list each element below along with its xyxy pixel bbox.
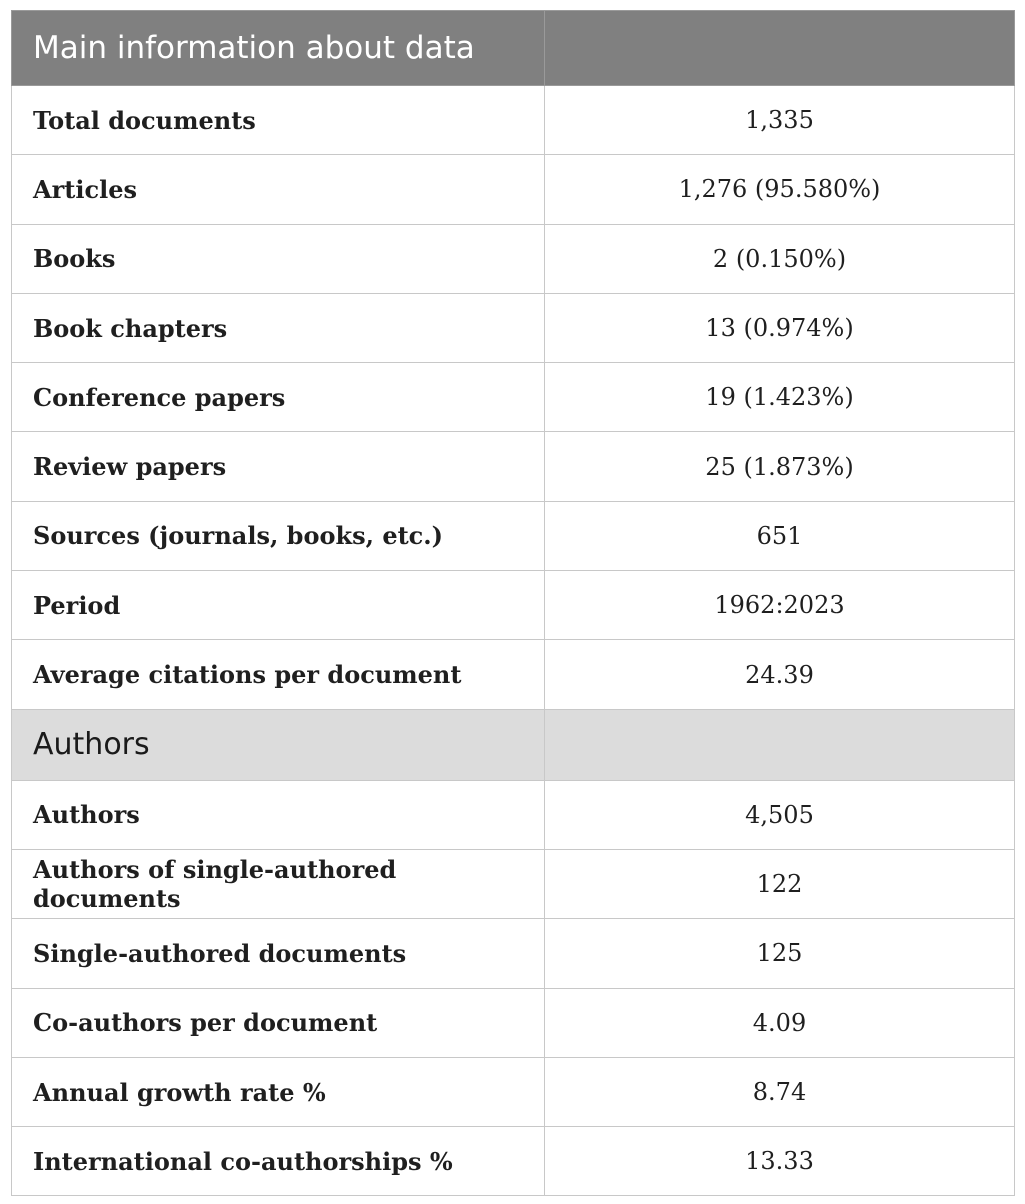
row-label: Review papers [12,432,545,501]
row-value: 13.33 [545,1127,1015,1196]
table-header-title: Main information about data [12,11,545,86]
row-value: 1,276 (95.580%) [545,155,1015,224]
row-value: 25 (1.873%) [545,432,1015,501]
table-row [12,363,1015,432]
table-row [12,571,1015,640]
table-row [12,86,1015,155]
row-value: 4,505 [545,780,1015,849]
row-value: 13 (0.974%) [545,293,1015,362]
row-value: 19 (1.423%) [545,363,1015,432]
row-value: 24.39 [545,640,1015,709]
table-row [12,432,1015,501]
table-row [12,224,1015,293]
row-label: Book chapters [12,293,545,362]
table-header-row [12,11,1015,86]
row-value: 1,335 [545,86,1015,155]
section-title: Authors [12,709,545,780]
row-value: 4.09 [545,988,1015,1057]
section-header-row [12,709,1015,780]
row-label: Authors [12,780,545,849]
row-label: Total documents [12,86,545,155]
table-row [12,293,1015,362]
row-value: 122 [545,849,1015,918]
table-row [12,988,1015,1057]
table-row [12,640,1015,709]
row-label: Average citations per document [12,640,545,709]
row-value: 651 [545,501,1015,570]
table-row [12,919,1015,988]
table-row [12,501,1015,570]
section-value [545,709,1015,780]
row-label: International co-authorships % [12,1127,545,1196]
row-label: Authors of single-authored documents [12,849,545,918]
row-value: 8.74 [545,1057,1015,1126]
table-row [12,1057,1015,1126]
row-value: 1962:2023 [545,571,1015,640]
row-label: Conference papers [12,363,545,432]
table-row [12,780,1015,849]
row-value: 125 [545,919,1015,988]
row-label: Annual growth rate % [12,1057,545,1126]
table-header-value [545,11,1015,86]
row-label: Single-authored documents [12,919,545,988]
data-table [11,10,1015,1196]
table-row [12,1127,1015,1196]
row-label: Articles [12,155,545,224]
row-label: Sources (journals, books, etc.) [12,501,545,570]
row-value: 2 (0.150%) [545,224,1015,293]
table-row [12,155,1015,224]
row-label: Books [12,224,545,293]
row-label: Period [12,571,545,640]
row-label: Co-authors per document [12,988,545,1057]
table-row [12,849,1015,918]
